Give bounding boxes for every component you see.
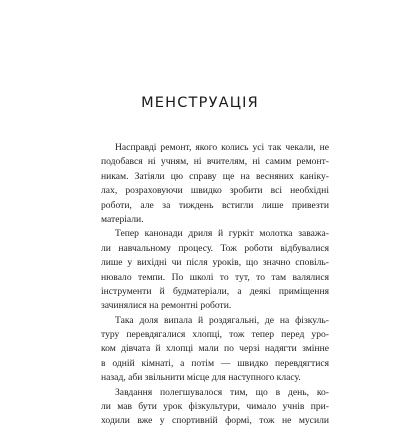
paragraph-1 <box>101 141 329 227</box>
text-line: назад, аби звільнити місце для наступного класу. <box>101 372 301 384</box>
text-line: роботи, але за тиждень встигли лише привезти <box>101 199 329 211</box>
text-line: ходили вже у спортивній формі, тож не мусили <box>101 415 329 427</box>
text-line: Тепер канонади дриля й гуркіт молотка заважа- <box>115 228 329 240</box>
text-line: лах, розраховуючи швидко зробити всі необхідні <box>101 185 329 197</box>
text-line: інструменти й будматеріали, а деякі приміщення <box>101 285 329 297</box>
text-line: нювало темпи. По школі то тут, то там валялися <box>101 271 329 283</box>
text-line: матеріали. <box>101 213 144 225</box>
text-line: Така доля випала й роздягальні, де на фізкуль- <box>115 314 329 326</box>
text-line: Завдання полегшувалося тим, що в день, ко- <box>115 386 329 398</box>
text-line: лише у вихідні чи після уроків, що значно сповіль- <box>101 257 329 269</box>
chapter-title: МЕНСТРУАЦІЯ <box>141 95 259 111</box>
text-line: Насправді ремонт, якого колись усі так чекали, не <box>115 142 329 153</box>
text-line: туру перевдягалися хлопці, тож тепер перед уро- <box>101 329 329 341</box>
paragraph-2 <box>101 227 329 313</box>
text-line: в одній кімнаті, а потім — швидко перевдягтися <box>101 357 329 369</box>
text-line: ли мав бути урок фізкультури, чимало учнів при- <box>101 401 329 413</box>
text-line: никам. Затіяли цю справу ще на весняних каніку- <box>101 170 329 182</box>
paragraph-3 <box>101 314 329 386</box>
text-line: ли навчальному процесу. Тож роботи відбувалися <box>101 242 329 254</box>
text-line: зачинялися на ремонтні роботи. <box>101 300 232 312</box>
text-line: ком дівчата й хлопці мали по черзі надягти змінне <box>101 343 329 355</box>
paragraph-4 <box>101 386 329 429</box>
text-line: подобався ні учням, ні вчителям, ні самим ремонт- <box>101 156 329 168</box>
body-text <box>101 141 329 429</box>
